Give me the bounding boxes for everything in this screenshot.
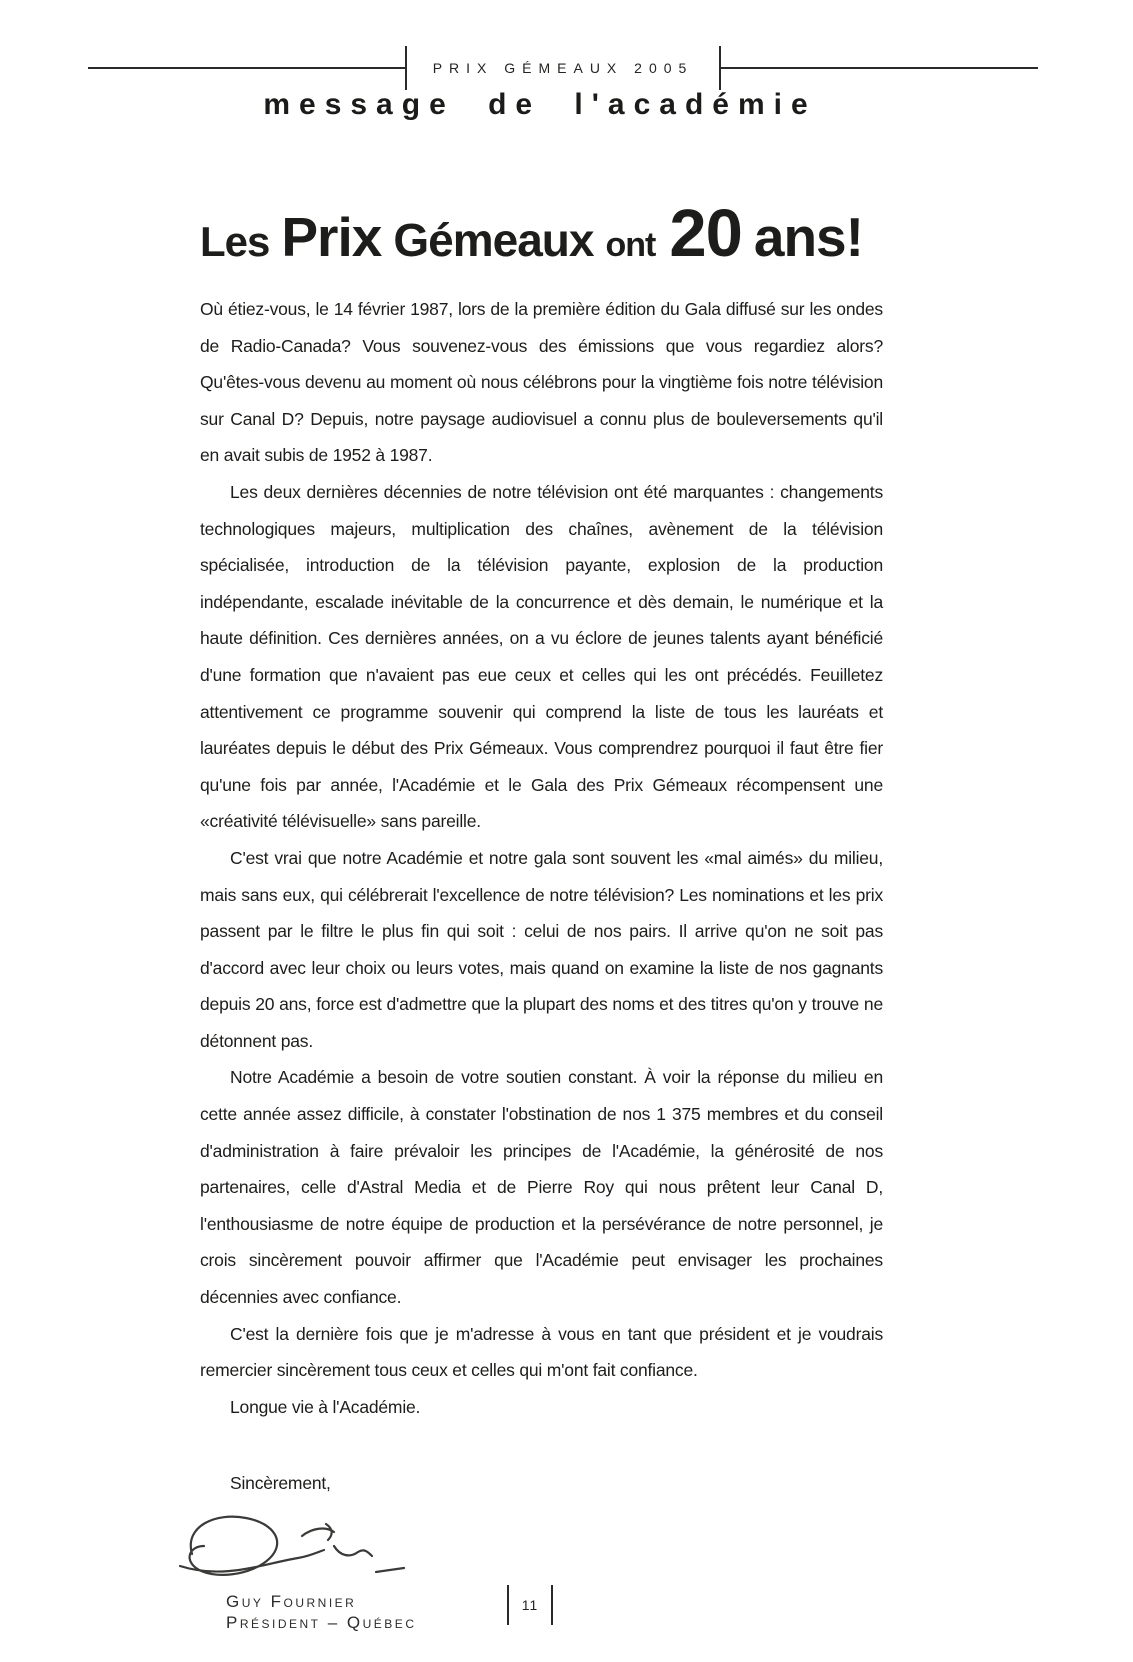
letter-body bbox=[200, 291, 883, 1425]
section-title: message de l'académie bbox=[263, 88, 817, 121]
content-column bbox=[200, 198, 883, 1633]
header-banner-box bbox=[405, 46, 722, 90]
letter-paragraph: Où étiez-vous, le 14 février 1987, lors de la première édition du Gala diffusé sur les ondes de Radio-Canada? Vous souvenez-vous des émissions que vous regardiez alors? Qu'êtes-vous devenu au moment où nous célébrons pour la vingtième fois notre télévision sur Canal D? Depuis, notre paysage audiovisuel a connu plus de bouleversements qu'il en avait subis de 1952 à 1987. bbox=[200, 299, 883, 466]
header-banner: PRIX GÉMEAUX 2005 bbox=[432, 60, 694, 76]
letter-paragraph: Notre Académie a besoin de votre soutien constant. À voir la réponse du milieu en cette année assez difficile, à constater l'obstination de nos 1 375 membres et du conseil d'administration à faire prévaloir les principes de l'Académie, la générosité de nos partenaires, celle d'Astral Media et de Pierre Roy qui nous prêtent leur Canal D, l'enthousiasme de notre équipe de production et la persévérance de notre personnel, je crois sincèrement pouvoir affirmer que l'Académie peut envisager les prochaines décennies avec confiance. bbox=[200, 1067, 883, 1308]
page-number: 11 bbox=[521, 1597, 539, 1613]
header-rule-right bbox=[721, 67, 1038, 69]
letter-paragraph: C'est la dernière fois que je m'adresse à vous en tant que président et je voudrais remercier sincèrement tous ceux et celles qui m'ont fait confiance. bbox=[200, 1323, 883, 1381]
letter-paragraph: Les deux dernières décennies de notre télévision ont été marquantes : changements technologiques majeurs, multiplication des chaînes, avènement de la télévision spécialisée, introduction de la télévision payante, explosion de la production indépendante, escalade inévitable de la concurrence et dès demain, le numérique et la haute définition. Ces dernières années, on a vu éclore de jeunes talents ayant bénéficié d'une formation que n'avaient pas eue ceux et celles qui les ont précédés. Feuilletez attentivement ce programme souvenir qui comprend la liste de tous les lauréats et lauréates depuis le début des Prix Gémeaux. Vous comprendrez pourquoi il faut être fier qu'une fois par année, l'Académie et le Gala des Prix Gémeaux récompensent une «créativité télévisuelle» sans pareille. bbox=[200, 481, 883, 832]
title-word-prix: Prix bbox=[281, 206, 382, 268]
signer-title: Président – Québec bbox=[226, 1613, 417, 1633]
letter-paragraph: C'est vrai que notre Académie et notre gala sont souvent les «mal aimés» du milieu, mais sans eux, qui célébrerait l'excellence de notre télévision? Les nominations et les prix passent par le filtre le plus fin qui soit : celui de nos pairs. Il arrive qu'on ne soit pas d'accord avec leur choix ou leurs votes, mais quand on examine la liste de nos gagnants depuis 20 ans, force est d'admettre que la plupart des noms et des titres qu'on y trouve ne détonnent pas. bbox=[200, 847, 883, 1051]
title-word-ans: ans! bbox=[753, 206, 863, 268]
closing-text: Sincèrement, bbox=[230, 1473, 331, 1494]
page-footer bbox=[0, 1585, 1060, 1625]
title-number-20: 20 bbox=[669, 196, 742, 271]
signature-image bbox=[176, 1506, 426, 1591]
title-word-ont: ont bbox=[605, 226, 656, 264]
signer-name: Guy Fournier bbox=[226, 1592, 357, 1612]
signature-sweep bbox=[180, 1550, 324, 1572]
signature-stroke bbox=[326, 1524, 332, 1540]
header-rule bbox=[88, 46, 1038, 90]
signature-stroke bbox=[302, 1529, 334, 1536]
header-rule-left bbox=[88, 67, 405, 69]
signature-underline bbox=[376, 1568, 404, 1572]
page-number-bar-left bbox=[507, 1585, 509, 1625]
signature-stroke bbox=[334, 1546, 372, 1556]
letter-paragraph: Longue vie à l'Académie. bbox=[230, 1396, 421, 1417]
title-word-les: Les bbox=[200, 218, 270, 265]
page-title bbox=[200, 198, 883, 281]
title-word-gemeaux: Gémeaux bbox=[393, 214, 594, 266]
page-number-bar-right bbox=[551, 1585, 553, 1625]
